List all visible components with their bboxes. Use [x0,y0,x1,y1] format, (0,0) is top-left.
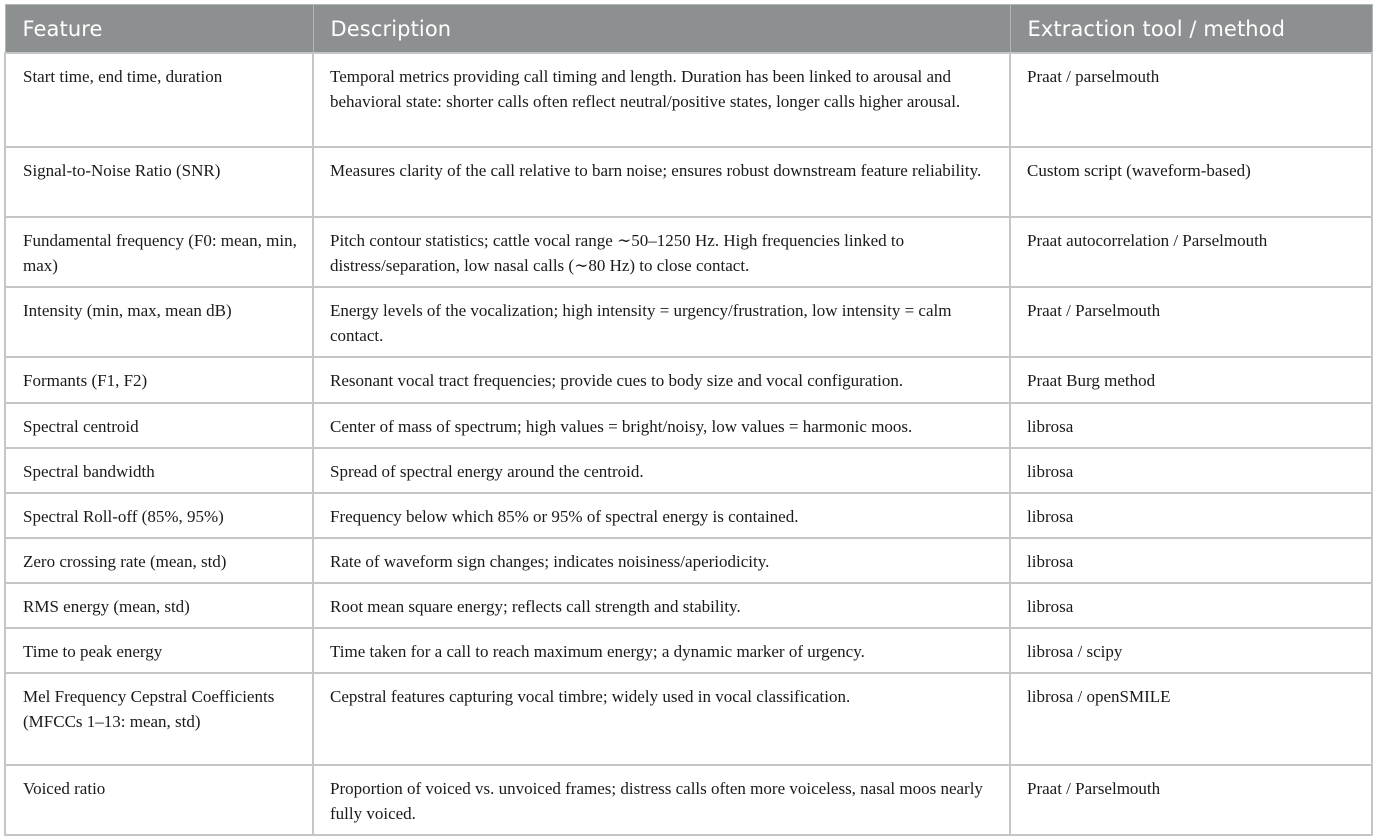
tool-cell: librosa / scipy [1010,628,1372,673]
table-row [5,583,1372,628]
feature-cell: Intensity (min, max, mean dB) [5,287,313,357]
table-row [5,765,1372,835]
table-row [5,53,1372,147]
tool-cell: librosa [1010,538,1372,583]
description-cell: Spread of spectral energy around the centroid. [313,448,1010,493]
description-cell: Cepstral features capturing vocal timbre; widely used in vocal classification. [313,673,1010,765]
description-cell: Time taken for a call to reach maximum energy; a dynamic marker of urgency. [313,628,1010,673]
feature-cell: Time to peak energy [5,628,313,673]
description-cell: Pitch contour statistics; cattle vocal range ∼50–1250 Hz. High frequencies linked to distress/separation, low nasal calls (∼80 Hz) to close contact. [313,217,1010,287]
description-cell: Energy levels of the vocalization; high intensity = urgency/frustration, low intensity = calm contact. [313,287,1010,357]
table-row [5,448,1372,493]
table-row [5,673,1372,765]
feature-cell: Start time, end time, duration [5,53,313,147]
tool-cell: librosa [1010,583,1372,628]
feature-cell: Fundamental frequency (F0: mean, min, max) [5,217,313,287]
feature-cell: Mel Frequency Cepstral Coefficients (MFCCs 1–13: mean, std) [5,673,313,765]
tool-cell: Praat / Parselmouth [1010,287,1372,357]
tool-cell: Custom script (waveform-based) [1010,147,1372,217]
feature-cell: Spectral centroid [5,403,313,448]
feature-cell: Voiced ratio [5,765,313,835]
description-cell: Temporal metrics providing call timing and length. Duration has been linked to arousal and behavioral state: shorter calls often reflect neutral/positive states, longer calls higher arousal. [313,53,1010,147]
feature-cell: Spectral bandwidth [5,448,313,493]
tool-cell: Praat / Parselmouth [1010,765,1372,835]
feature-table-container [4,4,1371,836]
column-header-tool: Extraction tool / method [1010,5,1372,54]
feature-cell: Spectral Roll-off (85%, 95%) [5,493,313,538]
description-cell: Root mean square energy; reflects call strength and stability. [313,583,1010,628]
table-row [5,538,1372,583]
column-header-feature: Feature [5,5,313,54]
column-header-description: Description [313,5,1010,54]
feature-cell: Zero crossing rate (mean, std) [5,538,313,583]
description-cell: Proportion of voiced vs. unvoiced frames; distress calls often more voiceless, nasal moos nearly fully voiced. [313,765,1010,835]
table-row [5,403,1372,448]
tool-cell: librosa [1010,448,1372,493]
header-row [5,5,1372,54]
table-row [5,217,1372,287]
description-cell: Resonant vocal tract frequencies; provide cues to body size and vocal configuration. [313,357,1010,403]
table-body [5,53,1372,835]
feature-cell: Signal-to-Noise Ratio (SNR) [5,147,313,217]
table-row [5,357,1372,403]
tool-cell: Praat autocorrelation / Parselmouth [1010,217,1372,287]
feature-cell: Formants (F1, F2) [5,357,313,403]
tool-cell: librosa [1010,493,1372,538]
tool-cell: Praat Burg method [1010,357,1372,403]
description-cell: Center of mass of spectrum; high values = bright/noisy, low values = harmonic moos. [313,403,1010,448]
table-header [5,5,1372,54]
acoustic-features-table [4,4,1373,836]
table-row [5,493,1372,538]
description-cell: Frequency below which 85% or 95% of spectral energy is contained. [313,493,1010,538]
tool-cell: Praat / parselmouth [1010,53,1372,147]
feature-cell: RMS energy (mean, std) [5,583,313,628]
description-cell: Measures clarity of the call relative to barn noise; ensures robust downstream feature reliability. [313,147,1010,217]
table-row [5,287,1372,357]
tool-cell: librosa [1010,403,1372,448]
table-row [5,628,1372,673]
tool-cell: librosa / openSMILE [1010,673,1372,765]
table-row [5,147,1372,217]
description-cell: Rate of waveform sign changes; indicates noisiness/aperiodicity. [313,538,1010,583]
